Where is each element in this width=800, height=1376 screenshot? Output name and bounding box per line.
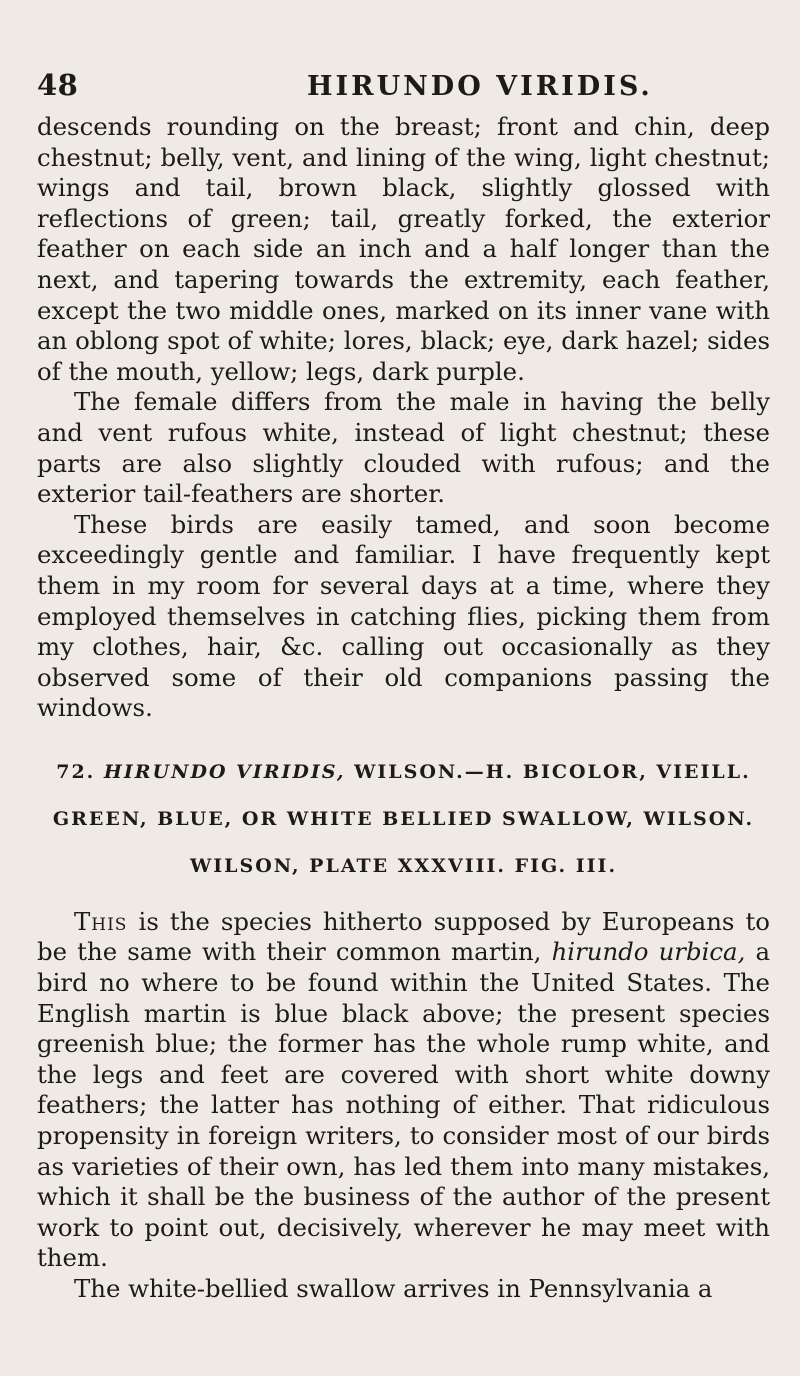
running-title: HIRUNDO VIRIDIS. — [307, 71, 653, 102]
dropword: This — [74, 906, 128, 936]
paragraph-tamed: These birds are easily tamed, and soon become exceedingly gentle and familiar. I have frequently kept them in my room for several days at a time, where they employed themselves in catching flies, picking them from my clothes, hair, &c. calling out occasionally as they observed some of their old companions passing the windows. — [37, 509, 770, 723]
intro-italic-name: hirundo urbica, — [551, 937, 746, 967]
paragraph-arrival: The white-bellied swallow arrives in Pennsylvania a — [74, 1274, 713, 1303]
paragraph-female: The female differs from the male in having the belly and vent rufous white, instead of light chestnut; these parts are also slightly clouded with rufous; and the exterior tail-feathers are shorter. — [37, 387, 770, 509]
species-heading — [37, 761, 770, 783]
text-block-top — [37, 112, 770, 724]
species-name: HIRUNDO VIRIDIS, — [103, 760, 346, 783]
intro-text-a: is the species hitherto supposed by Europeans to be the same with their common martin, — [37, 906, 770, 967]
page-number: 48 — [37, 68, 79, 102]
common-name-heading: GREEN, BLUE, OR WHITE BELLIED SWALLOW, WILSON. — [52, 807, 755, 830]
text-block-bottom — [37, 907, 770, 1305]
species-synonym: WILSON.—H. BICOLOR, VIEILL. — [354, 760, 751, 783]
intro-text-b: a bird no where to be found within the United States. The English martin is blue black above; the present species greenish blue; the former has the whole rump white, and the legs and feet are covered with short white downy feathers; the latter has nothing of either. That ridiculous propensity in foreign writers, to consider most of our birds as varieties of their own, has led them into many mistakes, which it shall be the business of the author of the present work to point out, decisively, wherever he may meet with them. — [37, 937, 771, 1273]
paragraph-description: descends rounding on the breast; front and chin, deep chestnut; belly, vent, and lining of the wing, light chestnut; wings and tail, brown black, slightly glossed with reflections of green; tail, greatly forked, the exterior feather on each side an inch and a half longer than the next, and tapering towards the extremity, each feather, except the two middle ones, marked on its inner vane with an oblong spot of white; lores, black; eye, dark hazel; sides of the mouth, yellow; legs, dark purple. — [37, 112, 770, 386]
species-number: 72. — [56, 760, 96, 783]
plate-reference: WILSON, PLATE XXXVIII. FIG. III. — [189, 854, 618, 877]
running-head — [37, 0, 770, 112]
paragraph-species-intro — [37, 907, 770, 1274]
